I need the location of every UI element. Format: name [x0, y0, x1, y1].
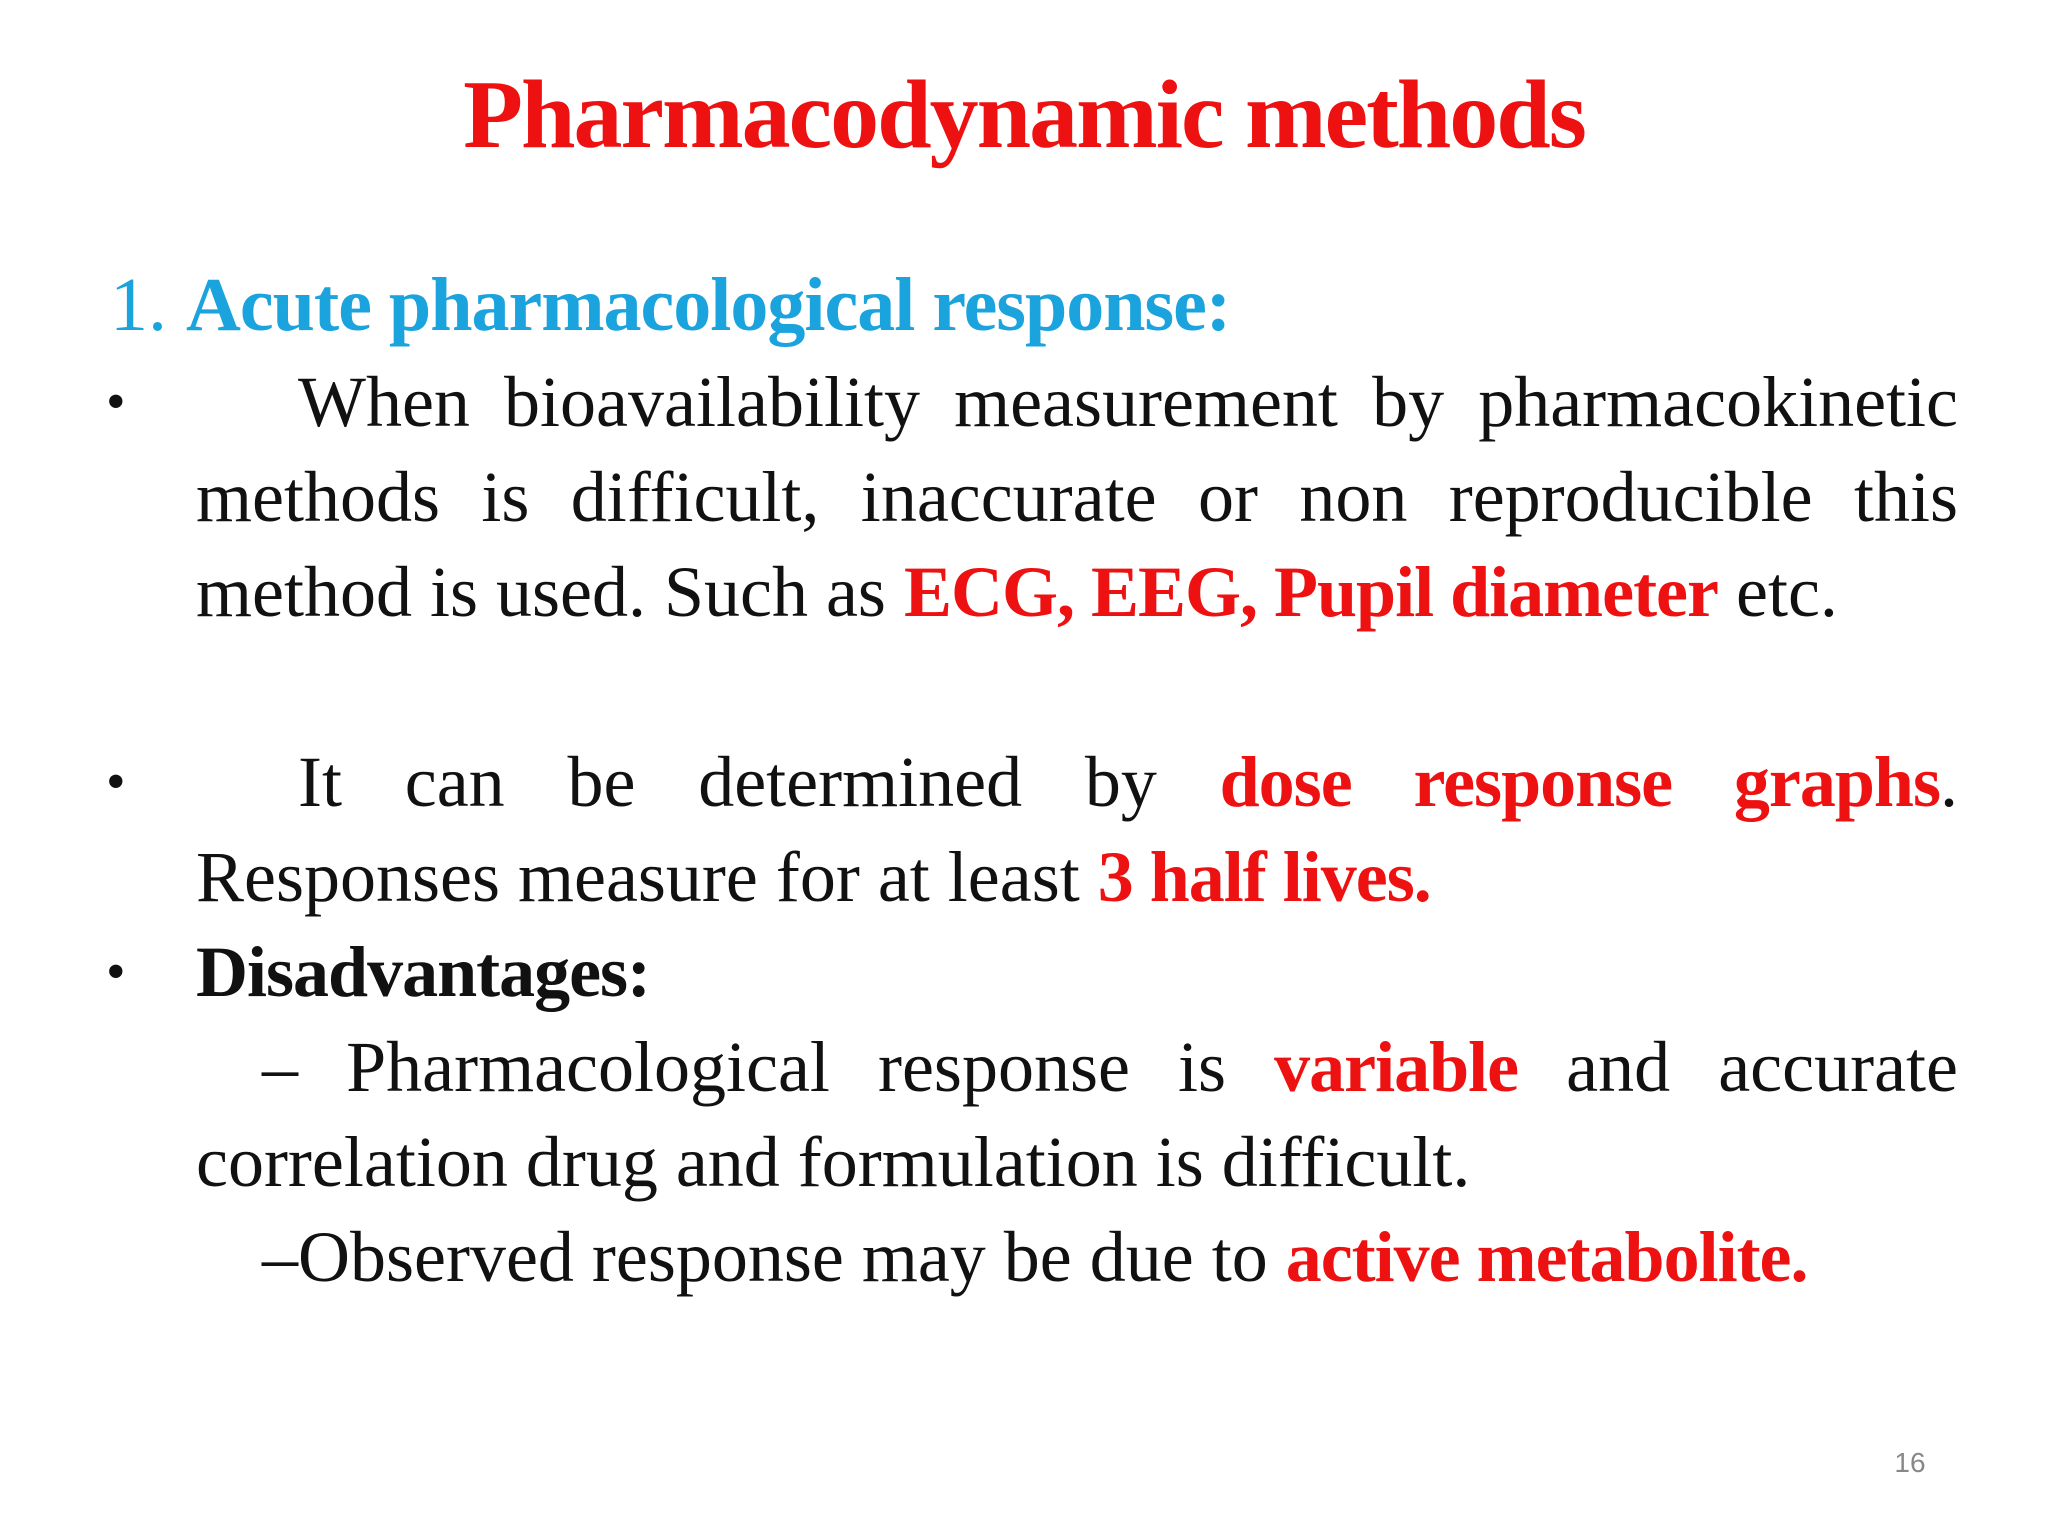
section-heading-text: Acute pharmacological response: [186, 263, 1231, 347]
sub-item-text: –Observed response may be due to [262, 1217, 1286, 1297]
section-number: 1. [110, 263, 167, 347]
bullet-item-dose-response [196, 735, 1958, 925]
bullet-marker: • [106, 371, 126, 433]
bullet-text: It can be determined by [298, 742, 1220, 822]
bullet-item-disadvantages [196, 925, 1958, 1020]
section-heading [110, 255, 1230, 355]
highlight-examples: ECG, EEG, Pupil diameter [903, 552, 1718, 632]
highlight-dose-response: dose response graphs [1219, 742, 1940, 822]
bullet-text-end: etc. [1717, 552, 1838, 632]
bullet-item-acute-method [196, 355, 1958, 640]
highlight-active-metabolite: active metabolite. [1285, 1217, 1808, 1297]
bullet-text: When bioavailability measurement by pharmacokinetic methods is difficult, inaccurate or non reproducible this method is used. Such as [196, 362, 1958, 632]
disadvantages-label: Disadvantages: [196, 932, 651, 1012]
sub-item-text: – Pharmacological response is [262, 1027, 1275, 1107]
sub-item-active-metabolite [196, 1210, 1958, 1305]
sub-item-text-end: and accurate correlation drug and formulation is difficult. [196, 1027, 1958, 1202]
highlight-variable: variable [1274, 1027, 1519, 1107]
bullet-text-mid: . Responses measure for at least [196, 742, 1958, 917]
bullet-marker: • [106, 751, 126, 813]
highlight-half-lives: 3 half lives. [1097, 837, 1431, 917]
slide-title: Pharmacodynamic methods [463, 61, 1585, 169]
sub-item-variable [196, 1020, 1958, 1210]
bullet-marker: • [106, 941, 126, 1003]
page-number: 16 [1894, 1447, 1926, 1478]
